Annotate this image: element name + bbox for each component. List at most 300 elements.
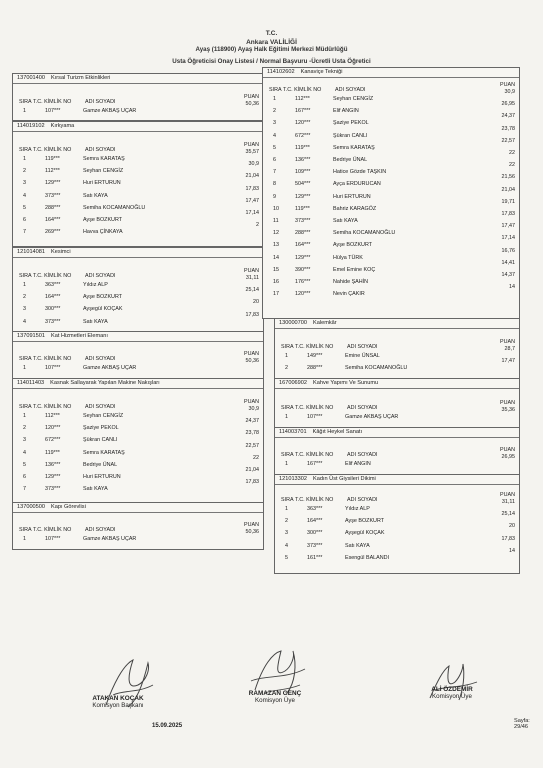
- row-number: 11: [273, 218, 279, 224]
- row-puan: 21,56: [501, 174, 515, 181]
- row-puan: 17,14: [245, 210, 259, 216]
- row-puan: 14: [509, 547, 515, 554]
- course-name: Kahve Yapımı Ve Sunumu: [313, 380, 379, 386]
- course-code: 114102602: [267, 69, 295, 75]
- signature-chair-role: Komisyon Başkanı: [92, 702, 144, 709]
- document-date: 15.09.2025: [152, 723, 183, 729]
- puan-header: PUAN: [244, 522, 259, 528]
- row-puan: 28,7: [504, 346, 515, 352]
- row-puan: 25,14: [245, 287, 259, 294]
- row-number: 6: [23, 474, 26, 480]
- row-tc: 164***: [307, 518, 323, 525]
- course-name: Kalemkâr: [313, 320, 337, 326]
- row-puan: 16,76: [501, 247, 515, 254]
- row-number: 3: [285, 530, 288, 537]
- course-section: [12, 73, 264, 121]
- row-name: Semiha KOCAMANOĞLU: [83, 204, 146, 211]
- row-number: 2: [273, 108, 276, 115]
- column-tc: T.C. KİMLİK NO: [33, 527, 72, 533]
- table-row: [13, 363, 263, 373]
- row-name: Ayşe BOZKURT: [83, 294, 123, 301]
- row-tc: 136***: [295, 157, 311, 163]
- row-tc: 149***: [307, 353, 323, 359]
- table-row: [13, 460, 263, 470]
- row-puan: 22,57: [245, 442, 259, 449]
- row-tc: 107***: [45, 108, 61, 114]
- course-code: 137001400: [17, 75, 45, 81]
- column-header-row: [275, 451, 519, 459]
- column-header-row: [275, 496, 519, 504]
- row-tc: 164***: [295, 242, 311, 249]
- course-name: Kapı Görevlisi: [51, 504, 86, 510]
- row-tc: 112***: [295, 96, 310, 102]
- row-tc: 164***: [45, 294, 61, 301]
- puan-header: PUAN: [500, 82, 515, 88]
- course-name: Kadın Üst Giysileri Dikimi: [313, 476, 376, 482]
- row-name: Semra KARATAŞ: [333, 144, 375, 151]
- course-title-bar: [275, 379, 519, 389]
- row-tc: 119***: [295, 144, 310, 151]
- column-tc: T.C. KİMLİK NO: [33, 356, 72, 362]
- table-row: [275, 528, 519, 538]
- row-number: 4: [23, 192, 26, 199]
- puan-header: PUAN: [500, 400, 515, 406]
- signature-member-2: [412, 686, 492, 700]
- column-name: ADI SOYADI: [347, 344, 378, 350]
- row-tc: 164***: [45, 217, 61, 223]
- row-tc: 300***: [45, 306, 61, 313]
- table-row: [275, 504, 519, 514]
- row-puan: 17,83: [501, 535, 515, 542]
- course-code: 121013302: [279, 476, 307, 482]
- column-tc: T.C. KİMLİK NO: [283, 87, 322, 93]
- row-name: Ayşe BOZKURT: [345, 518, 385, 525]
- row-name: Elif ANGIN: [345, 461, 371, 467]
- table-row: [263, 155, 519, 165]
- row-tc: 136***: [45, 461, 61, 468]
- row-tc: 373***: [307, 542, 323, 549]
- row-puan: 23,78: [245, 430, 259, 437]
- column-tc: T.C. KİMLİK NO: [295, 405, 334, 411]
- column-tc: T.C. KİMLİK NO: [33, 273, 72, 279]
- table-row: [13, 423, 263, 433]
- row-number: 4: [273, 132, 276, 139]
- course-code: 130000700: [279, 320, 307, 326]
- column-header-row: [275, 343, 519, 351]
- course-section: [274, 378, 520, 429]
- table-row: [263, 94, 519, 104]
- row-name: Gamze AKBAŞ UÇAR: [83, 536, 137, 542]
- row-puan: 31,11: [501, 499, 515, 505]
- puan-header: PUAN: [244, 142, 259, 148]
- row-puan: 17,47: [501, 358, 515, 365]
- table-row: [13, 484, 263, 494]
- row-puan: 35,36: [501, 407, 515, 413]
- column-header-row: [13, 355, 263, 363]
- table-row: [13, 292, 263, 302]
- course-name: Kesimci: [51, 249, 71, 255]
- row-puan: 23,78: [501, 125, 515, 132]
- table-row: [13, 166, 263, 176]
- table-row: [263, 167, 519, 177]
- column-name: ADI SOYADI: [85, 527, 116, 533]
- row-tc: 167***: [295, 108, 311, 115]
- course-section: [274, 427, 520, 476]
- row-number: 5: [285, 554, 288, 561]
- column-tc: T.C. KİMLİK NO: [33, 99, 72, 105]
- table-row: [263, 131, 519, 141]
- row-name: Havva ÇİNKAYA: [83, 229, 123, 236]
- column-sira: SIRA: [19, 99, 32, 105]
- row-tc: 373***: [45, 192, 61, 199]
- table-row: [13, 215, 263, 225]
- row-tc: 390***: [295, 266, 311, 273]
- column-name: ADI SOYADI: [85, 404, 116, 410]
- table-row: [263, 192, 519, 202]
- row-name: Esengül BALANDI: [345, 554, 390, 561]
- row-tc: 363***: [45, 282, 61, 288]
- row-name: Semra KARATAŞ: [83, 449, 125, 456]
- row-number: 1: [285, 461, 288, 467]
- table-row: [13, 203, 263, 213]
- course-code: 114011403: [17, 380, 45, 386]
- row-tc: 129***: [295, 193, 311, 200]
- row-number: 1: [273, 96, 276, 102]
- course-name: Kasnak Sallayarak Yapılan Makine Nakışları: [50, 380, 160, 386]
- row-number: 1: [23, 156, 26, 162]
- course-code: 137000500: [17, 504, 45, 510]
- row-puan: 26,95: [501, 101, 515, 108]
- puan-header: PUAN: [244, 94, 259, 100]
- row-tc: 288***: [307, 365, 323, 372]
- row-number: 2: [285, 518, 288, 525]
- row-name: Seyhan CENGİZ: [333, 96, 374, 102]
- column-sira: SIRA: [269, 87, 282, 93]
- column-name: ADI SOYADI: [335, 87, 366, 93]
- row-puan: 30,9: [248, 161, 259, 168]
- row-number: 7: [23, 486, 26, 493]
- puan-header: PUAN: [500, 492, 515, 498]
- course-section: [274, 474, 520, 574]
- course-code: 167006902: [279, 380, 307, 386]
- table-row: [263, 118, 519, 128]
- row-number: 6: [273, 157, 276, 163]
- course-title-bar: [13, 248, 263, 258]
- column-name: ADI SOYADI: [347, 452, 378, 458]
- row-number: 1: [23, 365, 26, 371]
- course-section: [12, 502, 264, 550]
- row-puan: 20: [509, 523, 515, 530]
- row-puan: 50,36: [245, 529, 259, 535]
- row-tc: 672***: [45, 437, 61, 444]
- row-number: 13: [273, 242, 279, 249]
- row-tc: 107***: [307, 414, 323, 420]
- course-name: Kanaviçe Tekniği: [300, 69, 343, 75]
- column-header-row: [13, 526, 263, 534]
- row-name: Yıldız ALP: [83, 282, 108, 288]
- course-name: Kırsal Turizm Etkinlikleri: [51, 75, 111, 81]
- row-tc: 112***: [45, 168, 60, 175]
- row-puan: 14,37: [501, 272, 515, 278]
- table-row: [275, 516, 519, 526]
- row-tc: 120***: [295, 120, 311, 127]
- row-name: Huri ERTURUN: [83, 474, 121, 480]
- row-name: Ayça ERDURUCAN: [333, 181, 381, 188]
- table-row: [13, 191, 263, 201]
- column-header-row: [263, 86, 519, 94]
- course-section: [262, 67, 520, 319]
- row-name: Satı KAYA: [345, 542, 370, 549]
- column-sira: SIRA: [281, 344, 294, 350]
- row-tc: 288***: [45, 204, 61, 211]
- row-name: Ayşe BOZKURT: [83, 217, 123, 223]
- row-name: Gamze AKBAŞ UÇAR: [345, 414, 399, 420]
- row-name: Ayşegül KOÇAK: [83, 306, 123, 313]
- row-puan: 2: [256, 222, 259, 229]
- row-name: Nevin ÇAKIR: [333, 291, 365, 298]
- row-puan: 50,36: [245, 101, 259, 107]
- table-row: [263, 179, 519, 189]
- column-header-row: [275, 404, 519, 412]
- course-section: [12, 331, 264, 380]
- row-tc: 119***: [45, 156, 60, 162]
- column-header-row: [13, 403, 263, 411]
- course-title-bar: [13, 503, 263, 513]
- course-name: Kâğıt Heykel Sanatı: [312, 429, 363, 435]
- row-number: 3: [23, 180, 26, 187]
- table-row: [275, 459, 519, 469]
- row-name: Seyhan CENGİZ: [83, 413, 124, 419]
- row-puan: 22: [253, 454, 259, 461]
- row-puan: 21,04: [501, 186, 515, 193]
- row-name: Şaziye PEKOL: [83, 425, 119, 432]
- signature-member-1-name: RAMAZAN GENÇ: [248, 690, 302, 697]
- table-row: [275, 541, 519, 551]
- column-header-row: [13, 272, 263, 280]
- row-tc: 119***: [295, 205, 310, 212]
- header-institution: Ayaş (118900) Ayaş Halk Eğitimi Merkezi Müdürlüğü: [195, 46, 348, 53]
- column-name: ADI SOYADI: [347, 497, 378, 503]
- column-name: ADI SOYADI: [347, 405, 378, 411]
- signature-chair-name: ATAKAN KOÇAK: [92, 695, 144, 702]
- course-title-bar: [13, 379, 263, 389]
- course-title-bar: [275, 319, 519, 329]
- table-row: [13, 280, 263, 290]
- row-tc: 112***: [45, 413, 60, 419]
- puan-header: PUAN: [244, 268, 259, 274]
- column-name: ADI SOYADI: [85, 273, 116, 279]
- row-tc: 373***: [295, 218, 311, 224]
- row-name: Ayşe BOZKURT: [333, 242, 373, 249]
- course-title-bar: [13, 122, 263, 132]
- course-title-bar: [263, 68, 519, 78]
- row-number: 10: [273, 205, 279, 212]
- row-number: 5: [273, 144, 276, 151]
- row-number: 3: [273, 120, 276, 127]
- row-puan: 17,83: [245, 311, 259, 318]
- row-name: Seyhan CENGİZ: [83, 168, 124, 175]
- column-header-row: [13, 146, 263, 154]
- table-row: [263, 240, 519, 250]
- row-number: 5: [23, 461, 26, 468]
- table-row: [13, 435, 263, 445]
- row-puan: 30,9: [504, 89, 515, 95]
- table-row: [263, 143, 519, 153]
- table-row: [263, 265, 519, 275]
- row-puan: 17,47: [245, 197, 259, 204]
- row-tc: 176***: [295, 279, 311, 285]
- course-name: Kat Hizmetleri Elemanı: [51, 333, 108, 339]
- row-puan: 14,41: [501, 259, 515, 266]
- row-number: 6: [23, 217, 26, 223]
- row-name: Şükran CANLI: [333, 132, 368, 139]
- course-name: Kırkyama: [50, 123, 75, 129]
- course-section: [12, 247, 264, 332]
- row-number: 3: [23, 437, 26, 444]
- row-puan: 24,37: [245, 418, 259, 425]
- row-number: 2: [23, 168, 26, 175]
- row-number: 17: [273, 291, 279, 298]
- row-number: 9: [273, 193, 276, 200]
- row-number: 8: [273, 181, 276, 188]
- column-sira: SIRA: [281, 497, 294, 503]
- row-name: Semra KARATAŞ: [83, 156, 125, 162]
- column-sira: SIRA: [281, 405, 294, 411]
- column-name: ADI SOYADI: [85, 356, 116, 362]
- row-tc: 120***: [295, 291, 311, 298]
- row-number: 16: [273, 279, 279, 285]
- row-name: Bahriz KARAGÖZ: [333, 205, 377, 212]
- column-sira: SIRA: [19, 527, 32, 533]
- row-puan: 35,57: [245, 149, 259, 155]
- table-row: [263, 204, 519, 214]
- row-number: 2: [23, 425, 26, 432]
- signature-member-1: [235, 690, 315, 704]
- course-title-bar: [275, 428, 519, 438]
- row-tc: 373***: [45, 318, 61, 325]
- column-tc: T.C. KİMLİK NO: [295, 452, 334, 458]
- row-tc: 269***: [45, 229, 61, 236]
- course-section: [274, 318, 520, 379]
- puan-header: PUAN: [500, 339, 515, 345]
- row-puan: 17,83: [501, 211, 515, 217]
- puan-header: PUAN: [500, 447, 515, 453]
- column-header-row: [13, 98, 263, 106]
- row-tc: 167***: [307, 461, 323, 467]
- row-name: Semiha KOCAMANOĞLU: [345, 365, 408, 372]
- row-name: Huri ERTURUN: [83, 180, 121, 187]
- row-name: Bedriye ÜNAL: [333, 157, 368, 163]
- row-number: 14: [273, 254, 279, 261]
- row-name: Huri ERTURUN: [333, 193, 371, 200]
- row-tc: 161***: [307, 554, 323, 561]
- column-name: ADI SOYADI: [85, 147, 116, 153]
- row-name: Satı KAYA: [333, 218, 358, 224]
- row-tc: 129***: [295, 254, 311, 261]
- row-tc: 300***: [307, 530, 323, 537]
- row-name: Satı KAYA: [83, 318, 108, 325]
- row-puan: 21,04: [245, 467, 259, 473]
- signature-chair: [78, 695, 158, 709]
- header-country: T.C.: [265, 30, 278, 37]
- row-tc: 288***: [295, 230, 311, 237]
- table-row: [13, 178, 263, 188]
- row-puan: 22: [509, 150, 515, 156]
- row-number: 1: [285, 353, 288, 359]
- table-row: [13, 317, 263, 327]
- table-row: [13, 472, 263, 482]
- row-name: Gamze AKBAŞ UÇAR: [83, 108, 137, 114]
- column-sira: SIRA: [19, 356, 32, 362]
- row-tc: 107***: [45, 365, 61, 371]
- column-tc: T.C. KİMLİK NO: [295, 497, 334, 503]
- table-row: [263, 216, 519, 226]
- table-row: [13, 534, 263, 544]
- table-row: [13, 106, 263, 116]
- course-section: [12, 378, 264, 504]
- row-number: 5: [23, 204, 26, 211]
- row-number: 3: [23, 306, 26, 313]
- table-row: [13, 154, 263, 164]
- row-tc: 107***: [45, 536, 61, 542]
- table-row: [275, 553, 519, 563]
- row-puan: 21,04: [245, 173, 259, 180]
- row-tc: 672***: [295, 132, 311, 139]
- course-title-bar: [13, 332, 263, 342]
- row-name: Bedriye ÜNAL: [83, 461, 118, 468]
- row-puan: 50,36: [245, 358, 259, 364]
- row-puan: 17,47: [501, 223, 515, 230]
- row-name: Satı KAYA: [83, 486, 108, 493]
- column-sira: SIRA: [19, 404, 32, 410]
- row-puan: 19,71: [501, 198, 515, 205]
- row-name: Gamze AKBAŞ UÇAR: [83, 365, 137, 371]
- row-puan: 24,37: [501, 113, 515, 120]
- table-row: [263, 106, 519, 116]
- row-number: 12: [273, 230, 279, 237]
- row-number: 2: [23, 294, 26, 301]
- row-number: 15: [273, 266, 279, 273]
- table-row: [275, 351, 519, 361]
- row-number: 1: [23, 282, 26, 288]
- table-row: [263, 253, 519, 263]
- course-code: 121014081: [17, 249, 45, 255]
- header-governorship: Ankara VALİLİĞİ: [246, 39, 297, 46]
- row-name: Satı KAYA: [83, 192, 108, 199]
- table-row: [13, 411, 263, 421]
- row-name: Yıldız ALP: [345, 506, 370, 512]
- row-tc: 373***: [45, 486, 61, 493]
- row-puan: 17,83: [245, 185, 259, 192]
- table-row: [263, 228, 519, 238]
- column-sira: SIRA: [19, 147, 32, 153]
- course-section: [12, 121, 264, 247]
- row-puan: 17,14: [501, 235, 515, 242]
- row-puan: 17,83: [245, 479, 259, 486]
- column-tc: T.C. KİMLİK NO: [295, 344, 334, 350]
- course-title-bar: [275, 475, 519, 485]
- row-tc: 129***: [45, 180, 61, 187]
- row-name: Semiha KOCAMANOĞLU: [333, 230, 396, 237]
- row-puan: 30,9: [248, 406, 259, 412]
- row-number: 1: [285, 506, 288, 512]
- row-puan: 25,14: [501, 511, 515, 518]
- row-number: 1: [23, 108, 26, 114]
- row-tc: 109***: [295, 169, 311, 176]
- row-name: Şaziye PEKOL: [333, 120, 369, 127]
- row-number: 1: [23, 413, 26, 419]
- row-puan: 22: [509, 162, 515, 169]
